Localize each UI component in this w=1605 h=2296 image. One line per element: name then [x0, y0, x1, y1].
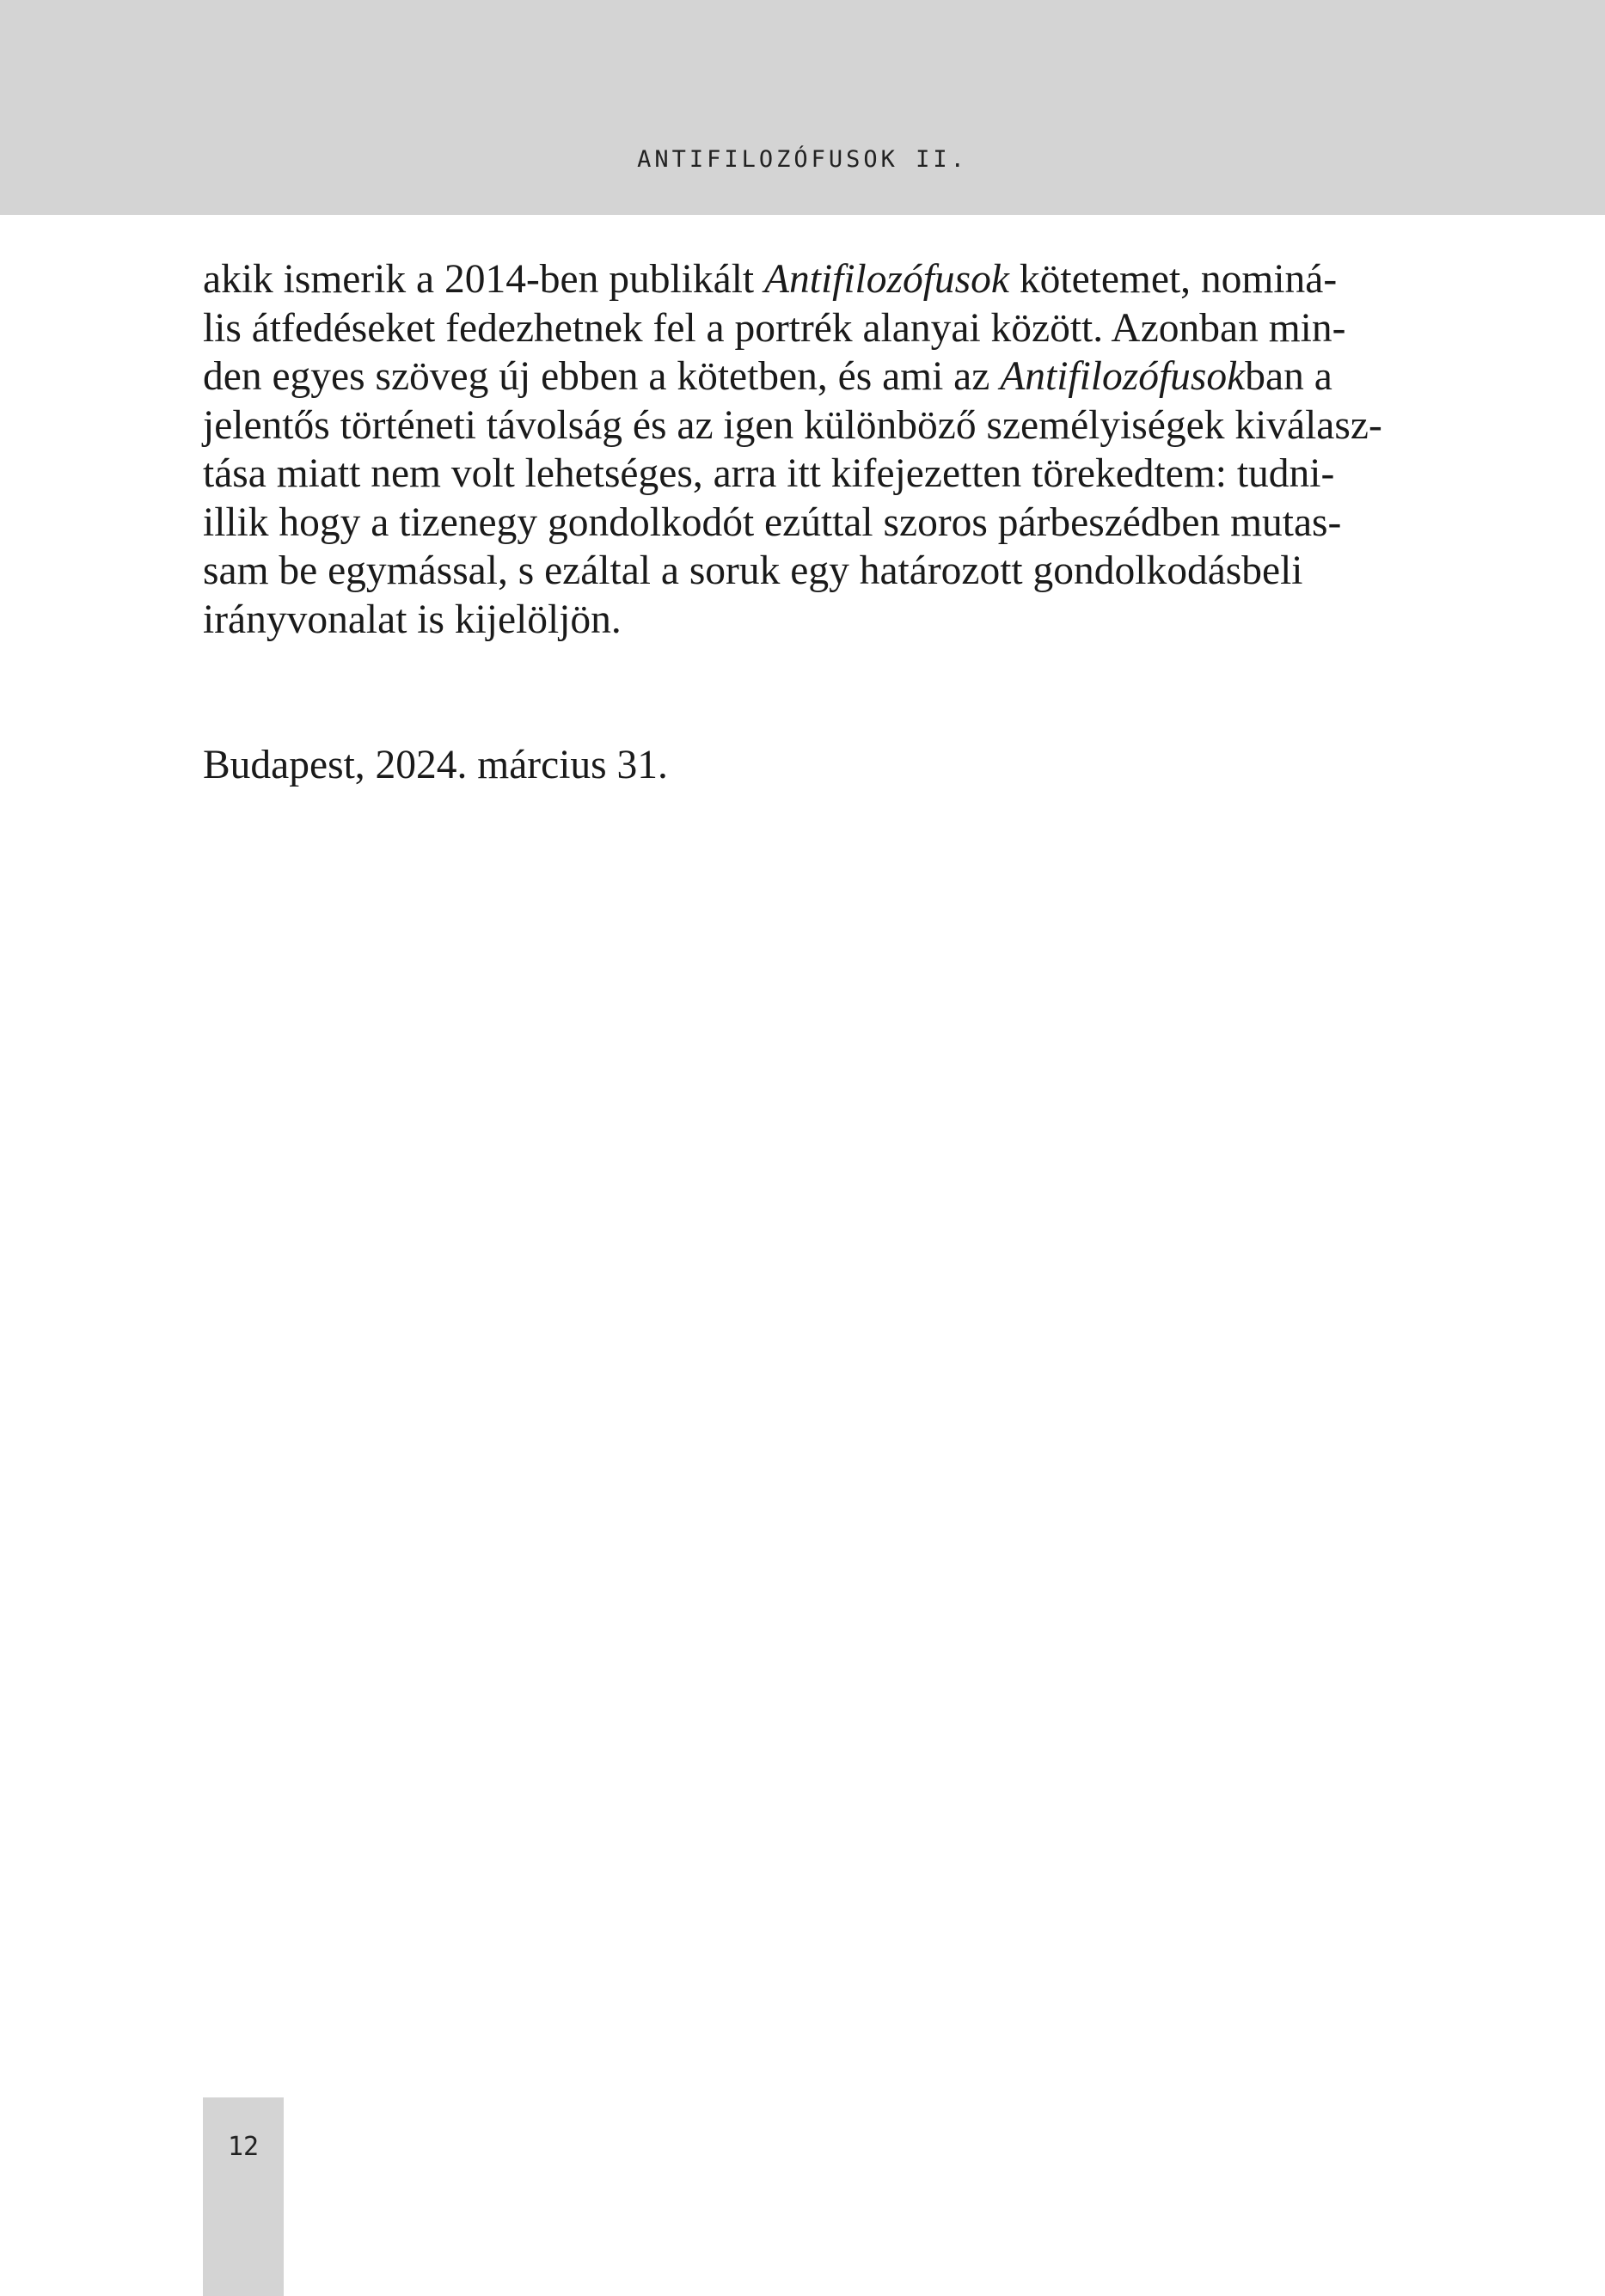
text-line [203, 352, 1424, 401]
text-segment: den egyes szöveg új ebben a kötetben, és ami az [203, 354, 1001, 399]
text-line [203, 304, 1424, 353]
header-band [0, 0, 1605, 215]
text-line [203, 547, 1424, 596]
text-segment: kötetemet, nominá- [1009, 257, 1338, 302]
text-segment: akik ismerik a 2014-ben publikált [203, 257, 764, 302]
page-number-tab [203, 2097, 284, 2296]
running-head: ANTIFILOZÓFUSOK II. [637, 146, 968, 173]
text-line [203, 499, 1424, 548]
text-line [203, 255, 1424, 304]
text-segment: lis átfedéseket fedezhetnek fel a portrék alanyai között. Azonban min- [203, 305, 1346, 351]
italic-title: Antifilozófusok [764, 257, 1009, 302]
text-segment: tása miatt nem volt lehetséges, arra itt kifejezetten törekedtem: tudni- [203, 451, 1335, 496]
text-segment: ban a [1245, 354, 1332, 399]
text-segment: jelentős történeti távolság és az igen különböző személyiségek kiválasz- [203, 402, 1382, 448]
text-line [203, 596, 1424, 645]
page-number: 12 [227, 2132, 260, 2162]
dateline: Budapest, 2024. március 31. [203, 743, 668, 787]
text-segment: irányvonalat is kijelöljön. [203, 597, 622, 642]
text-segment: illik hogy a tizenegy gondolkodót ezúttal szoros párbeszédben mutas- [203, 499, 1342, 545]
text-segment: sam be egymással, s ezáltal a soruk egy határozott gondolkodásbeli [203, 548, 1303, 593]
text-line [203, 450, 1424, 499]
text-line [203, 401, 1424, 450]
body-paragraph [203, 255, 1424, 644]
italic-title: Antifilozófusok [1000, 354, 1246, 399]
